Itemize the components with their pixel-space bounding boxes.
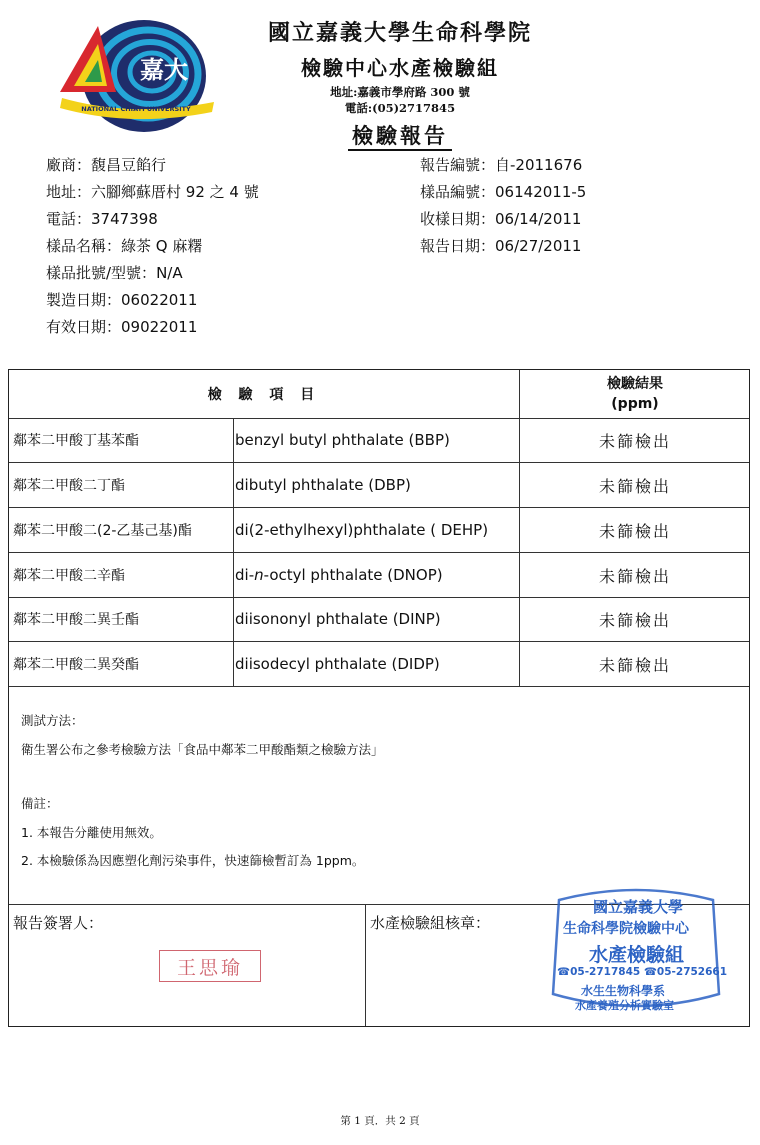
report-info — [420, 152, 586, 260]
remark-item-1: 1. 本報告分離使用無效。 — [21, 825, 162, 840]
page-number: 第 1 頁．共 2 頁 — [340, 1115, 420, 1127]
row-didp-en: diisodecyl phthalate (DIDP) — [235, 655, 440, 673]
logo-text: 嘉大 — [140, 55, 188, 84]
info-address: 地址：六腳鄉蘇厝村 92 之 4 號 — [46, 183, 259, 201]
row-didp-cn: 鄰苯二甲酸二異癸酯 — [13, 657, 139, 673]
info-sample-name: 樣品名稱：綠茶 Q 麻糬 — [46, 237, 203, 255]
row-bbp-result: 未篩檢出 — [598, 431, 671, 451]
method-label: 測試方法： — [21, 713, 84, 728]
row-dnop-result: 未篩檢出 — [598, 566, 671, 586]
row-dinp-cn: 鄰苯二甲酸二異壬酯 — [13, 612, 139, 628]
department-name: 檢驗中心水產檢驗組 — [301, 56, 499, 80]
header-test-result: 檢驗結果 (ppm) — [607, 376, 663, 412]
row-dehp-result: 未篩檢出 — [598, 521, 671, 541]
row-dbp-result: 未篩檢出 — [598, 476, 671, 496]
row-dbp-cn: 鄰苯二甲酸二丁酯 — [13, 478, 125, 494]
row-dinp-en: diisononyl phthalate (DINP) — [235, 610, 441, 628]
report-title: 檢驗報告 — [0, 120, 760, 150]
row-dehp-en: di(2-ethylhexyl)phthalate ( DEHP) — [235, 521, 489, 539]
info-report-date: 報告日期：06/27/2011 — [420, 237, 582, 255]
info-batch-number: 樣品批號/型號：N/A — [46, 264, 183, 282]
row-bbp-cn: 鄰苯二甲酸丁基苯酯 — [13, 433, 139, 449]
row-dehp-cn: 鄰苯二甲酸二(2-乙基己基)酯 — [13, 523, 192, 539]
method-text: 衛生署公布之參考檢驗方法「食品中鄰苯二甲酸酯類之檢驗方法」 — [21, 742, 384, 757]
row-bbp-en: benzyl butyl phthalate (BBP) — [235, 431, 450, 449]
remark-item-2: 2. 本檢驗係為因應塑化劑污染事件，快速篩檢暫訂為 1ppm。 — [21, 853, 365, 868]
results-table — [8, 369, 750, 1027]
signer-stamp: 王思瑜 — [159, 950, 261, 982]
info-expiry-date: 有效日期：09022011 — [46, 318, 198, 336]
client-info — [46, 152, 259, 341]
seal-label: 水產檢驗組核章： — [370, 914, 491, 932]
row-dnop-en: di- n -octyl phthalate (DNOP) — [235, 566, 443, 584]
header-test-items: 檢 驗 項 目 — [207, 387, 321, 403]
row-dinp-result: 未篩檢出 — [598, 610, 671, 630]
row-dnop-cn: 鄰苯二甲酸二辛酯 — [13, 568, 125, 584]
info-vendor: 廠商：馥昌豆餡行 — [46, 156, 167, 174]
info-report-number: 報告編號：自-2011676 — [420, 156, 583, 174]
logo-ribbon-text: NATIONAL CHIAYI UNIVERSITY — [81, 105, 191, 113]
institution-address: 地址:嘉義市學府路 300 號 — [330, 85, 470, 99]
info-received-date: 收樣日期：06/14/2011 — [420, 210, 582, 228]
signer-label: 報告簽署人： — [13, 914, 104, 932]
row-didp-result: 未篩檢出 — [598, 655, 671, 675]
institution-name: 國立嘉義大學生命科學院 — [267, 20, 532, 46]
row-dbp-en: dibutyl phthalate (DBP) — [235, 476, 411, 494]
info-manufacture-date: 製造日期：06022011 — [46, 291, 198, 309]
remarks-label: 備註： — [21, 796, 59, 811]
institution-phone: 電話:(05)2717845 — [344, 101, 456, 115]
official-seal: 國立嘉義大學 生命科學院檢驗中心 水產檢驗組 ☎05-2717845 ☎05-2752661 水生生物科學系 水產養殖分析實驗室 — [549, 882, 723, 1014]
info-phone: 電話：3747398 — [46, 210, 158, 228]
info-sample-number: 樣品編號：06142011-5 — [420, 183, 587, 201]
